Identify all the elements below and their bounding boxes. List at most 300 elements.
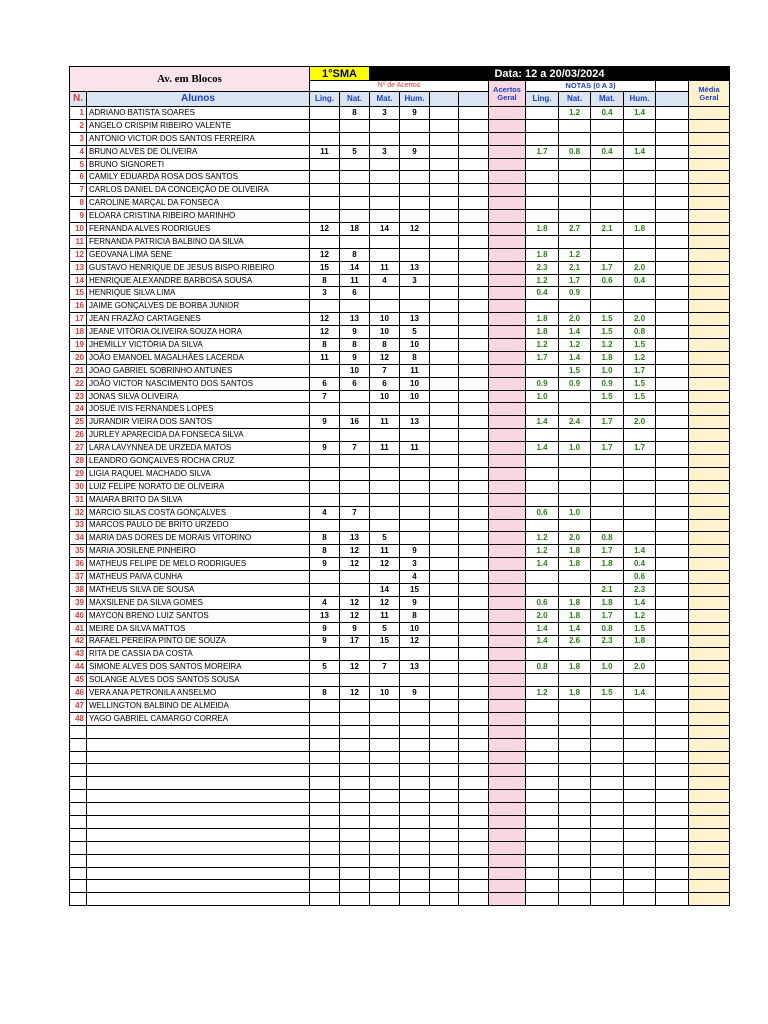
media-geral — [689, 480, 730, 493]
acertos-mat — [370, 674, 400, 687]
acertos-geral — [489, 210, 526, 223]
acertos-hum — [400, 287, 430, 300]
empty-cell — [430, 596, 459, 609]
acertos-hum: 10 — [400, 377, 430, 390]
nota-mat — [591, 132, 624, 145]
nota-hum: 1.5 — [624, 377, 656, 390]
empty-cell — [656, 416, 689, 429]
acertos-nat: 11 — [340, 274, 370, 287]
student-number — [70, 854, 87, 867]
acertos-nat — [340, 210, 370, 223]
acertos-geral — [489, 867, 526, 880]
media-geral — [689, 712, 730, 725]
student-number: 6 — [70, 171, 87, 184]
table-row — [70, 867, 730, 880]
empty-cell — [430, 261, 459, 274]
table-row — [70, 261, 730, 274]
table-row — [70, 764, 730, 777]
acertos-hum: 3 — [400, 274, 430, 287]
acertos-ling — [310, 197, 340, 210]
acertos-hum — [400, 235, 430, 248]
acertos-ling — [310, 210, 340, 223]
student-number: 29 — [70, 467, 87, 480]
acertos-nat: 12 — [340, 596, 370, 609]
empty-cell — [430, 803, 459, 816]
nota-hum — [624, 158, 656, 171]
nota-ling — [526, 158, 559, 171]
acertos-mat — [370, 880, 400, 893]
table-row — [70, 841, 730, 854]
acertos-mat — [370, 712, 400, 725]
acertos-nat: 17 — [340, 635, 370, 648]
empty-cell — [459, 583, 489, 596]
nota-hum: 2.0 — [624, 261, 656, 274]
acertos-ling: 4 — [310, 506, 340, 519]
empty-cell — [430, 210, 459, 223]
nota-mat: 1.0 — [591, 364, 624, 377]
acertos-hum — [400, 790, 430, 803]
acertos-ling: 9 — [310, 622, 340, 635]
student-number: 7 — [70, 184, 87, 197]
nota-hum — [624, 171, 656, 184]
table-row — [70, 455, 730, 468]
media-geral — [689, 119, 730, 132]
notas-mat-header: Mat. — [591, 92, 624, 107]
acertos-ling: 13 — [310, 609, 340, 622]
acertos-ling: 12 — [310, 248, 340, 261]
acertos-ling — [310, 119, 340, 132]
table-row — [70, 171, 730, 184]
empty-cell — [656, 300, 689, 313]
nota-mat — [591, 210, 624, 223]
student-number: 4 — [70, 145, 87, 158]
empty-cell — [459, 467, 489, 480]
student-name: RITA DE CASSIA DA COSTA — [87, 648, 310, 661]
acertos-ling: 12 — [310, 313, 340, 326]
nota-hum: 1.7 — [624, 364, 656, 377]
nota-mat: 2.1 — [591, 583, 624, 596]
nota-ling: 1.8 — [526, 313, 559, 326]
nota-nat: 1.2 — [559, 339, 591, 352]
nota-nat: 1.2 — [559, 107, 591, 120]
media-geral — [689, 197, 730, 210]
student-number: 36 — [70, 558, 87, 571]
acertos-mat — [370, 287, 400, 300]
empty-cell — [459, 184, 489, 197]
empty-cell — [656, 171, 689, 184]
empty-cell — [430, 326, 459, 339]
empty-cell — [459, 442, 489, 455]
student-name: JONAS SILVA OLIVEIRA — [87, 390, 310, 403]
table-row — [70, 493, 730, 506]
nota-hum — [624, 815, 656, 828]
nota-mat — [591, 184, 624, 197]
empty-cell — [430, 184, 459, 197]
nota-ling: 1.2 — [526, 274, 559, 287]
media-geral — [689, 635, 730, 648]
nota-hum: 1.4 — [624, 145, 656, 158]
empty-cell — [656, 725, 689, 738]
empty-cell — [430, 854, 459, 867]
table-row — [70, 390, 730, 403]
media-geral — [689, 467, 730, 480]
table-row — [70, 223, 730, 236]
nota-nat: 1.4 — [559, 622, 591, 635]
student-name: YAGO GABRIEL CAMARGO CORREA — [87, 712, 310, 725]
acertos-mat: 5 — [370, 622, 400, 635]
nota-ling: 1.2 — [526, 687, 559, 700]
nota-hum — [624, 197, 656, 210]
nota-hum — [624, 880, 656, 893]
student-number: 45 — [70, 674, 87, 687]
student-name: JOÃO VICTOR NASCIMENTO DOS SANTOS — [87, 377, 310, 390]
student-name: MARIA JOSILENE PINHEIRO — [87, 545, 310, 558]
student-number: 22 — [70, 377, 87, 390]
acertos-hum — [400, 197, 430, 210]
student-name: FERNANDA PATRICIA BALBINO DA SILVA — [87, 235, 310, 248]
acertos-mat — [370, 506, 400, 519]
nota-ling — [526, 480, 559, 493]
empty-cell — [656, 455, 689, 468]
media-geral — [689, 248, 730, 261]
nota-hum — [624, 248, 656, 261]
media-geral — [689, 171, 730, 184]
acertos-hum — [400, 815, 430, 828]
nota-hum: 1.8 — [624, 635, 656, 648]
student-number: 42 — [70, 635, 87, 648]
empty-cell — [459, 519, 489, 532]
empty-cell — [430, 274, 459, 287]
empty-cell — [459, 790, 489, 803]
nota-nat — [559, 803, 591, 816]
acertos-hum — [400, 480, 430, 493]
empty-cell — [430, 223, 459, 236]
empty-cell — [459, 403, 489, 416]
student-number: 30 — [70, 480, 87, 493]
table-row — [70, 107, 730, 120]
acertos-geral — [489, 790, 526, 803]
acertos-geral — [489, 300, 526, 313]
nota-ling: 0.6 — [526, 506, 559, 519]
student-name: SIMONE ALVES DOS SANTOS MOREIRA — [87, 661, 310, 674]
acertos-geral — [489, 442, 526, 455]
acertos-ling — [310, 583, 340, 596]
table-row — [70, 429, 730, 442]
date-range: Data: 12 a 20/03/2024 — [370, 67, 730, 81]
empty-cell — [656, 261, 689, 274]
nota-nat — [559, 699, 591, 712]
nota-hum: 1.5 — [624, 390, 656, 403]
nota-hum — [624, 867, 656, 880]
empty-cell — [459, 197, 489, 210]
nota-hum — [624, 210, 656, 223]
acertos-geral — [489, 558, 526, 571]
nota-mat — [591, 725, 624, 738]
acertos-ling — [310, 893, 340, 906]
empty-cell — [430, 751, 459, 764]
empty-cell — [459, 107, 489, 120]
acertos-ling: 15 — [310, 261, 340, 274]
student-number: 15 — [70, 287, 87, 300]
empty-cell — [459, 274, 489, 287]
student-name: JURANDIR VIEIRA DOS SANTOS — [87, 416, 310, 429]
student-number — [70, 738, 87, 751]
student-name — [87, 751, 310, 764]
empty-cell — [656, 429, 689, 442]
table-row — [70, 326, 730, 339]
nota-ling: 1.8 — [526, 248, 559, 261]
media-geral — [689, 506, 730, 519]
acertos-ling: 8 — [310, 274, 340, 287]
student-number: 9 — [70, 210, 87, 223]
nota-mat — [591, 429, 624, 442]
nota-mat — [591, 248, 624, 261]
acertos-geral — [489, 519, 526, 532]
empty-cell — [656, 583, 689, 596]
acertos-nat — [340, 867, 370, 880]
empty-cell — [459, 661, 489, 674]
nota-nat: 0.9 — [559, 287, 591, 300]
nota-mat — [591, 880, 624, 893]
acertos-ling: 7 — [310, 390, 340, 403]
nota-ling: 2.0 — [526, 609, 559, 622]
nota-mat: 2.1 — [591, 223, 624, 236]
nota-mat — [591, 467, 624, 480]
media-geral — [689, 351, 730, 364]
nota-hum: 2.0 — [624, 661, 656, 674]
empty-cell — [459, 455, 489, 468]
acertos-ling: 9 — [310, 416, 340, 429]
acertos-hum: 3 — [400, 558, 430, 571]
nota-hum: 1.4 — [624, 107, 656, 120]
acertos-geral — [489, 622, 526, 635]
nota-mat — [591, 738, 624, 751]
acertos-ling — [310, 519, 340, 532]
nota-nat: 1.5 — [559, 364, 591, 377]
acertos-ling: 4 — [310, 596, 340, 609]
student-name — [87, 867, 310, 880]
nota-nat — [559, 197, 591, 210]
nota-ling — [526, 197, 559, 210]
empty-cell — [459, 416, 489, 429]
empty-cell — [459, 558, 489, 571]
nota-hum — [624, 493, 656, 506]
empty-cell — [430, 777, 459, 790]
acertos-nat: 12 — [340, 545, 370, 558]
nota-nat — [559, 171, 591, 184]
empty-cell — [430, 725, 459, 738]
nota-mat — [591, 287, 624, 300]
empty-cell — [656, 351, 689, 364]
nota-nat — [559, 854, 591, 867]
nota-ling — [526, 738, 559, 751]
empty-cell — [430, 609, 459, 622]
nota-mat: 0.6 — [591, 274, 624, 287]
nota-mat — [591, 571, 624, 584]
empty-cell — [459, 132, 489, 145]
student-name: CARLOS DANIEL DA CONCEIÇÃO DE OLIVEIRA — [87, 184, 310, 197]
acertos-hum: 9 — [400, 687, 430, 700]
acertos-mat: 5 — [370, 532, 400, 545]
nota-ling: 1.8 — [526, 223, 559, 236]
notas-hum-header: Hum. — [624, 92, 656, 107]
student-name: JEANE VITÓRIA OLIVEIRA SOUZA HORA — [87, 326, 310, 339]
acertos-ling — [310, 738, 340, 751]
media-geral — [689, 235, 730, 248]
nota-ling — [526, 403, 559, 416]
empty-cell — [430, 687, 459, 700]
student-number: 27 — [70, 442, 87, 455]
table-row — [70, 300, 730, 313]
media-geral — [689, 210, 730, 223]
student-number: 14 — [70, 274, 87, 287]
nota-hum — [624, 790, 656, 803]
table-row — [70, 558, 730, 571]
acertos-geral — [489, 339, 526, 352]
media-geral — [689, 558, 730, 571]
nota-mat — [591, 403, 624, 416]
student-number: 40 — [70, 609, 87, 622]
media-geral — [689, 854, 730, 867]
empty-cell — [430, 480, 459, 493]
student-number: 8 — [70, 197, 87, 210]
student-number: 35 — [70, 545, 87, 558]
acertos-geral — [489, 184, 526, 197]
nota-hum: 0.6 — [624, 571, 656, 584]
acertos-nat — [340, 751, 370, 764]
table-row — [70, 132, 730, 145]
acertos-hum — [400, 132, 430, 145]
student-number: 44 — [70, 661, 87, 674]
nota-hum: 1.2 — [624, 609, 656, 622]
student-number: 11 — [70, 235, 87, 248]
empty-cell — [459, 725, 489, 738]
nota-hum — [624, 841, 656, 854]
acertos-mat — [370, 648, 400, 661]
nota-ling — [526, 674, 559, 687]
acertos-nat — [340, 674, 370, 687]
empty-cell — [459, 364, 489, 377]
empty-cell — [656, 210, 689, 223]
nota-nat: 2.6 — [559, 635, 591, 648]
acertos-mat — [370, 751, 400, 764]
acertos-geral — [489, 828, 526, 841]
empty-cell — [430, 390, 459, 403]
table-row — [70, 583, 730, 596]
student-number: 46 — [70, 687, 87, 700]
media-geral — [689, 648, 730, 661]
acertos-hum — [400, 158, 430, 171]
acertos-ling: 8 — [310, 545, 340, 558]
acertos-geral — [489, 712, 526, 725]
nota-nat — [559, 583, 591, 596]
nota-hum — [624, 287, 656, 300]
student-name: VERA ANA PETRONILA ANSELMO — [87, 687, 310, 700]
acertos-mat — [370, 429, 400, 442]
nota-ling: 1.4 — [526, 558, 559, 571]
media-geral — [689, 777, 730, 790]
nota-mat: 1.5 — [591, 326, 624, 339]
nota-ling — [526, 854, 559, 867]
student-number: 26 — [70, 429, 87, 442]
nota-mat — [591, 171, 624, 184]
nota-ling: 1.0 — [526, 390, 559, 403]
acertos-nat — [340, 583, 370, 596]
nota-ling — [526, 648, 559, 661]
empty-cell — [656, 803, 689, 816]
acertos-nat — [340, 300, 370, 313]
acertos-ling: 8 — [310, 532, 340, 545]
acertos-mat: 12 — [370, 351, 400, 364]
empty-cell — [430, 158, 459, 171]
acertos-geral — [489, 738, 526, 751]
acertos-geral — [489, 803, 526, 816]
table-row — [70, 274, 730, 287]
media-geral — [689, 416, 730, 429]
student-number — [70, 777, 87, 790]
nota-ling — [526, 867, 559, 880]
empty-cell — [459, 751, 489, 764]
nota-nat: 1.0 — [559, 506, 591, 519]
acertos-nat — [340, 403, 370, 416]
acertos-geral — [489, 364, 526, 377]
acertos-mat — [370, 210, 400, 223]
student-number — [70, 867, 87, 880]
table-row — [70, 416, 730, 429]
nota-nat — [559, 751, 591, 764]
student-name: MATHEUS PAIVA CUNHA — [87, 571, 310, 584]
acertos-geral — [489, 506, 526, 519]
nota-hum — [624, 803, 656, 816]
acertos-hum — [400, 506, 430, 519]
nota-mat — [591, 158, 624, 171]
acertos-hum — [400, 712, 430, 725]
nota-mat — [591, 197, 624, 210]
col-mat-header: Mat. — [370, 92, 400, 107]
nota-ling — [526, 184, 559, 197]
nota-ling: 0.8 — [526, 661, 559, 674]
acertos-nat: 14 — [340, 261, 370, 274]
nota-ling — [526, 790, 559, 803]
student-name: LIGIA RAQUEL MACHADO SILVA — [87, 467, 310, 480]
student-number: 5 — [70, 158, 87, 171]
acertos-hum — [400, 519, 430, 532]
notas-ling-header: Ling. — [526, 92, 559, 107]
nota-ling — [526, 880, 559, 893]
acertos-hum — [400, 880, 430, 893]
student-number: 3 — [70, 132, 87, 145]
student-name: FERNANDA ALVES RODRIGUES — [87, 223, 310, 236]
acertos-hum — [400, 777, 430, 790]
student-name: MARCIO SILAS COSTA GONÇALVES — [87, 506, 310, 519]
acertos-geral — [489, 854, 526, 867]
nota-hum: 1.5 — [624, 339, 656, 352]
media-geral — [689, 107, 730, 120]
acertos-ling — [310, 828, 340, 841]
media-geral — [689, 287, 730, 300]
empty-cell — [656, 777, 689, 790]
student-name: SOLANGE ALVES DOS SANTOS SOUSA — [87, 674, 310, 687]
acertos-hum: 8 — [400, 609, 430, 622]
empty-cell — [459, 699, 489, 712]
acertos-nat: 8 — [340, 107, 370, 120]
acertos-nat: 12 — [340, 609, 370, 622]
class-name: 1°SMA — [310, 67, 370, 81]
empty-cell — [459, 648, 489, 661]
media-geral — [689, 596, 730, 609]
acertos-ling — [310, 815, 340, 828]
col-n-header: N. — [70, 92, 87, 107]
